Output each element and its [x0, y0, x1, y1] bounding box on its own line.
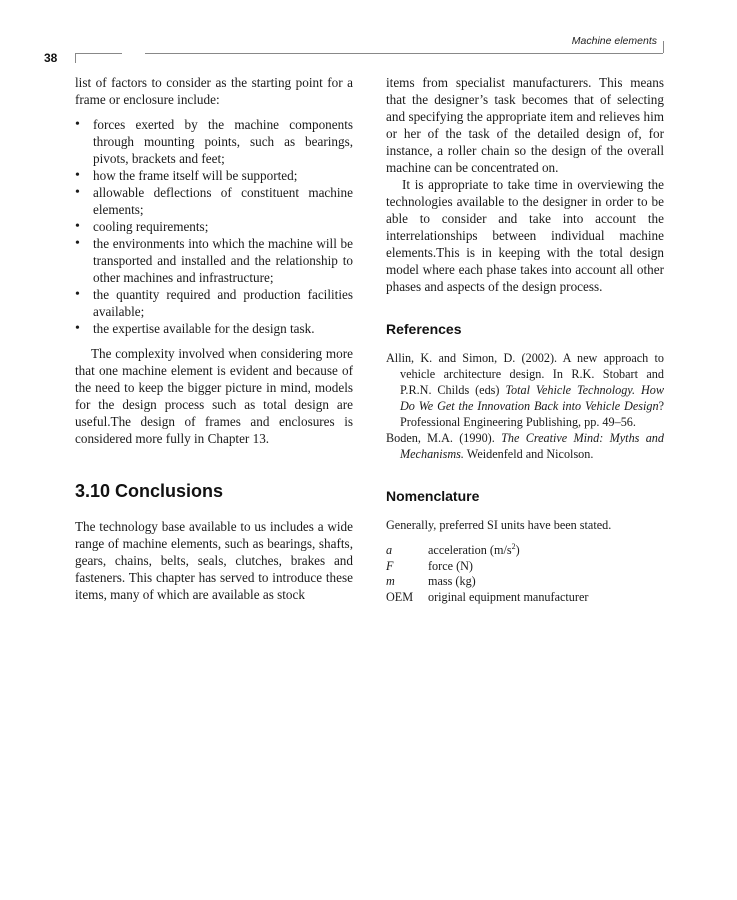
reference-text: Weidenfeld and Nicolson.: [463, 447, 594, 461]
reference-title: Total Vehicle Technology. How Do We Get the Innovation Back into Vehicle Design: [400, 383, 664, 413]
description-text: acceleration (m/s: [428, 543, 512, 557]
description-text: ): [515, 543, 520, 557]
list-item: • how the frame itself will be supported;: [75, 167, 353, 184]
nomenclature-description: original equipment manufacturer: [428, 589, 589, 604]
nomenclature-symbol: OEM: [386, 589, 414, 604]
header-rule-right: [145, 53, 663, 54]
reference-title: The Creative Mind: Myths and Mechanisms.: [400, 431, 664, 461]
references-heading: References: [386, 321, 462, 337]
right-column: [386, 74, 664, 605]
nomenclature-description: force (N): [428, 558, 473, 573]
nomenclature-list: [386, 543, 664, 605]
overview-paragraph: It is appropriate to take time in overviewing the technologies available to the designer in order to be able to consider and take into account the interrelationships between individual machine elements.This is in keeping with the total design model where each phase takes into account all other phases and aspects of the design process.: [386, 177, 664, 294]
superscript: 2: [511, 541, 516, 551]
continued-paragraph: items from specialist manufacturers. This means that the designer’s task becomes that of selecting and specifying the appropriate item and relieves him or her of the task of the detailed design of, for instance, a roller chain so the design of the overall machine can be concentrated on.: [386, 75, 664, 175]
nomenclature-description: mass (kg): [428, 574, 476, 588]
conclusion-paragraph: The technology base available to us includes a wide range of machine elements, such as bearings, shafts, gears, chains, belts, seals, clutches, brakes and fasteners. This chapter has served to introduce these items, many of which are available as stock: [75, 519, 353, 602]
list-item: • the expertise available for the design task.: [75, 320, 353, 337]
left-column: [75, 74, 353, 603]
nomenclature-symbol: m: [386, 574, 395, 588]
nomenclature-heading: Nomenclature: [386, 488, 480, 504]
reference-list: [386, 350, 664, 462]
nomenclature-symbol: F: [386, 558, 394, 573]
reference-entry: [386, 430, 664, 462]
complexity-paragraph: The complexity involved when considering more that one machine element is evident and because of the need to keep the bigger picture in mind, models for the design process such as total design are useful.The design of frames and enclosures is considered more fully in Chapter 13.: [75, 346, 353, 446]
running-head-title: Machine elements: [571, 35, 657, 47]
section-heading-conclusions: 3.10 Conclusions: [75, 481, 224, 501]
factor-list: [75, 116, 353, 337]
nomenclature-row: [386, 590, 664, 606]
intro-paragraph: list of factors to consider as the starting point for a frame or enclosure include:: [75, 75, 353, 107]
list-item: • the quantity required and production facilities available;: [75, 286, 353, 320]
header-tick-right: [663, 41, 664, 53]
list-item: • allowable deflections of constituent machine elements;: [75, 184, 353, 218]
header-tick-left: [75, 53, 76, 63]
list-item: • the environments into which the machine will be transported and installed and the relationship to other machines and infrastructure;: [75, 235, 353, 286]
reference-text: Allin, K. and Simon, D. (2002). A new approach to vehicle architecture design. In R.K. Stobart and P.R.N. Childs (eds): [386, 351, 664, 397]
list-item: • cooling requirements;: [75, 218, 353, 235]
reference-text: Boden, M.A. (1990).: [386, 431, 502, 445]
reference-text: ? Professional Engineering Publishing, pp. 49–56.: [400, 399, 664, 429]
reference-entry: [386, 350, 664, 430]
list-item: • forces exerted by the machine components through mounting points, such as bearings, pivots, brackets and feet;: [75, 116, 353, 167]
nomenclature-symbol: a: [386, 543, 393, 557]
page-number: 38: [44, 51, 58, 65]
nomenclature-row: [386, 543, 664, 559]
nomenclature-row: [386, 559, 664, 575]
nomenclature-intro: Generally, preferred SI units have been stated.: [386, 518, 612, 532]
nomenclature-description: [428, 543, 520, 559]
nomenclature-row: [386, 574, 664, 590]
header-rule-left: [75, 53, 122, 54]
